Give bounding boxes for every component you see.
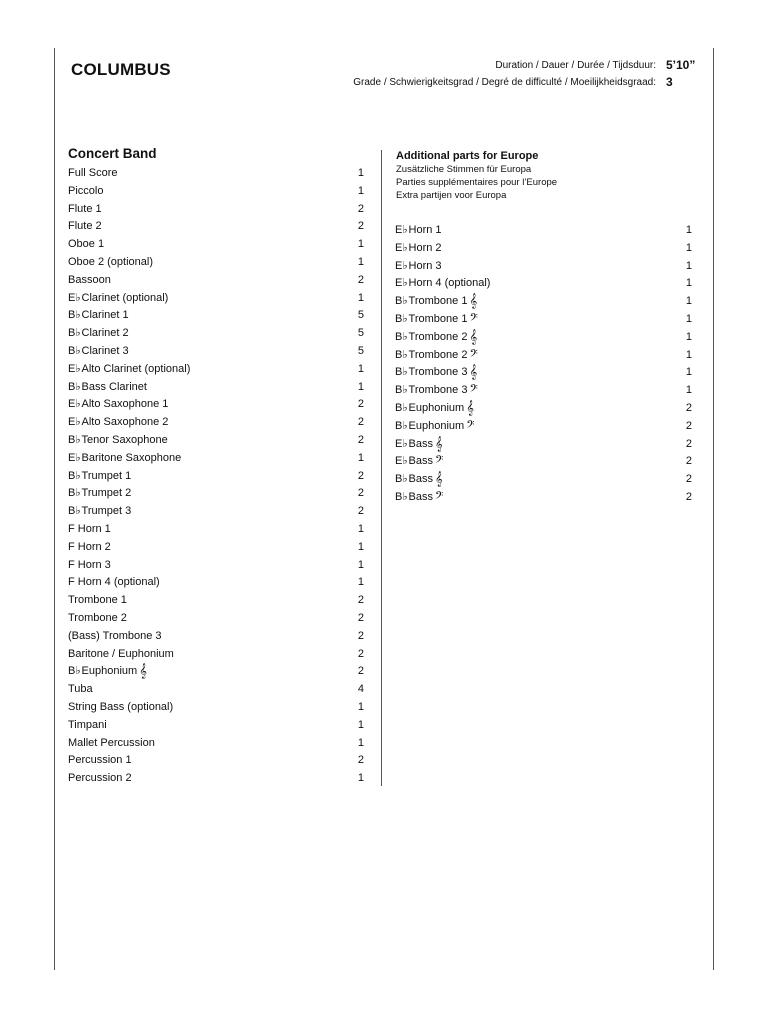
part-quantity: 1 — [685, 277, 692, 290]
part-row — [395, 329, 692, 347]
transposition-label: E♭ — [68, 451, 81, 464]
treble-clef-icon: 𝄞 — [469, 294, 478, 310]
part-name: Tuba — [68, 683, 93, 696]
part-name: Trumpet 3 — [81, 505, 132, 518]
part-row — [68, 681, 364, 699]
part-name: Bass — [408, 490, 433, 503]
part-row — [68, 610, 364, 628]
part-quantity: 2 — [357, 220, 364, 233]
part-name: Euphonium — [408, 401, 465, 414]
part-name: Horn 3 — [408, 259, 442, 272]
transposition-label: B♭ — [395, 366, 408, 379]
part-quantity: 1 — [357, 184, 364, 197]
part-row — [68, 201, 364, 219]
part-row — [68, 272, 364, 290]
transposition-label: E♭ — [395, 241, 408, 254]
part-quantity: 2 — [685, 473, 692, 486]
part-quantity: 1 — [357, 380, 364, 393]
part-row — [395, 436, 692, 454]
part-quantity: 2 — [685, 401, 692, 414]
part-row — [68, 432, 364, 450]
part-row — [395, 471, 692, 489]
part-row — [395, 240, 692, 258]
part-name: Horn 1 — [408, 224, 442, 236]
part-row — [68, 539, 364, 557]
page-border-left — [54, 48, 55, 970]
part-quantity: 1 — [357, 736, 364, 749]
part-quantity: 1 — [685, 348, 692, 361]
part-row — [395, 311, 692, 329]
part-quantity: 2 — [357, 469, 364, 482]
transposition-label: B♭ — [395, 401, 408, 414]
transposition-label: B♭ — [68, 487, 81, 500]
transposition-label: E♭ — [68, 362, 81, 375]
treble-clef-icon: 𝄞 — [466, 400, 474, 416]
part-name: Mallet Percussion — [68, 736, 155, 749]
part-quantity: 5 — [357, 344, 364, 357]
part-name: Trombone 2 — [68, 611, 127, 624]
part-row — [68, 396, 364, 414]
part-row — [68, 752, 364, 770]
part-row — [68, 325, 364, 343]
part-name: Alto Clarinet (optional) — [81, 362, 191, 375]
duration-value: 5’10” — [666, 58, 696, 72]
part-name: Trombone 1 — [408, 295, 468, 308]
part-name: Flute 2 — [68, 220, 102, 233]
part-row — [395, 258, 692, 276]
transposition-label: B♭ — [68, 309, 81, 322]
treble-clef-icon: 𝄞 — [469, 365, 478, 381]
part-row — [68, 735, 364, 753]
part-quantity: 1 — [357, 255, 364, 268]
part-name: Clarinet (optional) — [81, 291, 169, 304]
part-name: Trombone 2 — [408, 348, 468, 361]
part-name: Trumpet 2 — [81, 487, 132, 500]
bass-clef-icon: 𝄢 — [469, 311, 478, 327]
part-quantity: 1 — [357, 772, 364, 785]
part-quantity: 1 — [685, 259, 692, 272]
europe-heading: Additional parts for Europe — [396, 150, 539, 162]
bass-clef-icon: 𝄢 — [435, 454, 444, 470]
part-row — [68, 254, 364, 272]
part-row — [68, 218, 364, 236]
part-name: Trombone 1 — [68, 594, 127, 607]
europe-subtitle-de: Zusätzliche Stimmen für Europa — [396, 164, 532, 175]
part-quantity: 1 — [685, 330, 692, 343]
transposition-label: E♭ — [395, 437, 408, 450]
part-quantity: 2 — [685, 437, 692, 450]
column-divider — [381, 150, 382, 786]
part-quantity: 1 — [685, 295, 692, 308]
part-row — [68, 165, 364, 183]
part-quantity: 2 — [357, 398, 364, 411]
part-row — [68, 699, 364, 717]
part-name: Full Score — [68, 167, 118, 179]
concert-band-heading: Concert Band — [68, 146, 157, 161]
part-row — [68, 450, 364, 468]
part-quantity: 2 — [357, 611, 364, 624]
part-quantity: 5 — [357, 309, 364, 322]
part-name: Bass — [408, 455, 433, 468]
part-name: Clarinet 2 — [81, 327, 129, 340]
part-name: Baritone / Euphonium — [68, 647, 174, 660]
part-quantity: 2 — [685, 419, 692, 432]
part-row — [68, 414, 364, 432]
europe-subtitle-fr: Parties supplémentaires pour l’Europe — [396, 177, 558, 188]
part-row — [68, 717, 364, 735]
part-name: F Horn 3 — [68, 558, 111, 571]
part-name: Horn 4 (optional) — [408, 277, 491, 290]
part-name: String Bass (optional) — [68, 700, 174, 713]
part-name: Bass — [408, 473, 433, 486]
treble-clef-icon: 𝄞 — [435, 472, 443, 488]
part-quantity: 1 — [685, 312, 692, 325]
transposition-label: B♭ — [68, 505, 81, 518]
part-row — [395, 489, 692, 507]
part-quantity: 5 — [357, 327, 364, 340]
transposition-label: E♭ — [68, 416, 81, 429]
part-quantity: 1 — [685, 384, 692, 397]
treble-clef-icon: 𝄞 — [435, 436, 443, 452]
part-name: Percussion 2 — [68, 772, 132, 785]
part-quantity: 1 — [357, 558, 364, 571]
bass-clef-icon: 𝄢 — [469, 383, 478, 399]
part-name: Euphonium — [81, 665, 138, 678]
europe-subtitle-nl: Extra partijen voor Europa — [396, 190, 507, 201]
bass-clef-icon: 𝄢 — [435, 489, 444, 505]
part-quantity: 1 — [685, 241, 692, 254]
part-name: Clarinet 3 — [81, 344, 129, 357]
part-quantity: 2 — [357, 647, 364, 660]
part-row — [395, 222, 692, 240]
part-row — [68, 574, 364, 592]
part-name: Euphonium — [408, 419, 465, 432]
part-quantity: 1 — [357, 576, 364, 589]
part-row — [68, 343, 364, 361]
part-row — [395, 364, 692, 382]
part-quantity: 2 — [357, 202, 364, 215]
part-row — [68, 468, 364, 486]
part-quantity: 1 — [357, 451, 364, 464]
part-name: (Bass) Trombone 3 — [68, 629, 162, 642]
part-name: Oboe 2 (optional) — [68, 255, 153, 268]
part-quantity: 2 — [357, 665, 364, 678]
part-quantity: 1 — [357, 291, 364, 304]
part-row — [68, 307, 364, 325]
part-row — [395, 400, 692, 418]
part-name: Oboe 1 — [68, 238, 105, 251]
part-name: Horn 2 — [408, 241, 442, 254]
transposition-label: B♭ — [395, 473, 408, 486]
part-quantity: 1 — [357, 718, 364, 731]
transposition-label: E♭ — [395, 224, 408, 236]
transposition-label: B♭ — [395, 419, 408, 432]
duration-label: Duration / Dauer / Durée / Tijdsduur: — [495, 60, 656, 71]
part-name: Bass Clarinet — [81, 380, 147, 393]
concert-band-parts-list — [68, 165, 364, 788]
part-row — [395, 418, 692, 436]
part-row — [68, 770, 364, 788]
part-row — [68, 628, 364, 646]
part-row — [68, 183, 364, 201]
part-row — [68, 521, 364, 539]
transposition-label: B♭ — [395, 348, 408, 361]
part-row — [395, 275, 692, 293]
page-border-right — [713, 48, 714, 970]
transposition-label: B♭ — [68, 344, 81, 357]
part-row — [68, 236, 364, 254]
part-quantity: 2 — [357, 433, 364, 446]
part-name: Percussion 1 — [68, 754, 132, 767]
part-quantity: 2 — [357, 416, 364, 429]
treble-clef-icon: 𝄞 — [469, 329, 478, 345]
part-quantity: 1 — [357, 167, 364, 179]
transposition-label: B♭ — [395, 384, 408, 397]
europe-parts-list — [395, 222, 692, 507]
part-quantity: 2 — [685, 455, 692, 468]
part-row — [68, 557, 364, 575]
part-name: Trombone 1 — [408, 312, 468, 325]
part-row — [68, 503, 364, 521]
part-quantity: 2 — [357, 273, 364, 286]
part-row — [395, 293, 692, 311]
part-quantity: 2 — [685, 490, 692, 503]
treble-clef-icon: 𝄞 — [139, 664, 147, 680]
part-name: Trombone 3 — [408, 366, 468, 379]
part-name: Bassoon — [68, 273, 111, 286]
part-row — [68, 592, 364, 610]
part-name: Timpani — [68, 718, 107, 731]
part-name: Tenor Saxophone — [81, 433, 168, 446]
part-quantity: 1 — [357, 522, 364, 535]
part-quantity: 2 — [357, 629, 364, 642]
part-name: F Horn 1 — [68, 522, 111, 535]
part-name: F Horn 2 — [68, 540, 111, 553]
transposition-label: B♭ — [395, 312, 408, 325]
part-name: Trombone 2 — [408, 330, 468, 343]
transposition-label: B♭ — [68, 433, 81, 446]
transposition-label: B♭ — [395, 490, 408, 503]
part-quantity: 1 — [685, 366, 692, 379]
part-quantity: 2 — [357, 505, 364, 518]
transposition-label: B♭ — [68, 665, 81, 678]
part-name: Alto Saxophone 1 — [81, 398, 169, 411]
page-title: COLUMBUS — [71, 60, 171, 79]
part-row — [68, 485, 364, 503]
part-quantity: 1 — [357, 700, 364, 713]
part-name: Clarinet 1 — [81, 309, 129, 322]
transposition-label: E♭ — [395, 259, 408, 272]
part-row — [68, 646, 364, 664]
transposition-label: B♭ — [395, 295, 408, 308]
part-quantity: 2 — [357, 487, 364, 500]
part-row — [395, 453, 692, 471]
part-name: Piccolo — [68, 184, 104, 197]
transposition-label: E♭ — [395, 455, 408, 468]
transposition-label: E♭ — [68, 398, 81, 411]
part-row — [68, 663, 364, 681]
transposition-label: B♭ — [68, 469, 81, 482]
part-name: Bass — [408, 437, 433, 450]
part-name: Flute 1 — [68, 202, 102, 215]
part-row — [68, 379, 364, 397]
part-quantity: 2 — [357, 594, 364, 607]
part-quantity: 1 — [357, 362, 364, 375]
transposition-label: E♭ — [68, 291, 81, 304]
bass-clef-icon: 𝄢 — [466, 418, 475, 434]
part-name: Alto Saxophone 2 — [81, 416, 169, 429]
part-name: Baritone Saxophone — [81, 451, 182, 464]
part-quantity: 1 — [685, 224, 692, 236]
part-name: Trombone 3 — [408, 384, 468, 397]
transposition-label: B♭ — [68, 327, 81, 340]
transposition-label: B♭ — [395, 330, 408, 343]
grade-value: 3 — [666, 75, 673, 89]
part-quantity: 2 — [357, 754, 364, 767]
bass-clef-icon: 𝄢 — [469, 347, 478, 363]
part-quantity: 1 — [357, 540, 364, 553]
part-row — [395, 382, 692, 400]
part-quantity: 4 — [357, 683, 364, 696]
part-row — [68, 290, 364, 308]
part-quantity: 1 — [357, 238, 364, 251]
part-name: F Horn 4 (optional) — [68, 576, 160, 589]
part-row — [68, 361, 364, 379]
transposition-label: E♭ — [395, 277, 408, 290]
transposition-label: B♭ — [68, 380, 81, 393]
part-name: Trumpet 1 — [81, 469, 132, 482]
grade-label: Grade / Schwierigkeitsgrad / Degré de difficulté / Moeilijkheidsgraad: — [353, 77, 656, 88]
part-row — [395, 347, 692, 365]
